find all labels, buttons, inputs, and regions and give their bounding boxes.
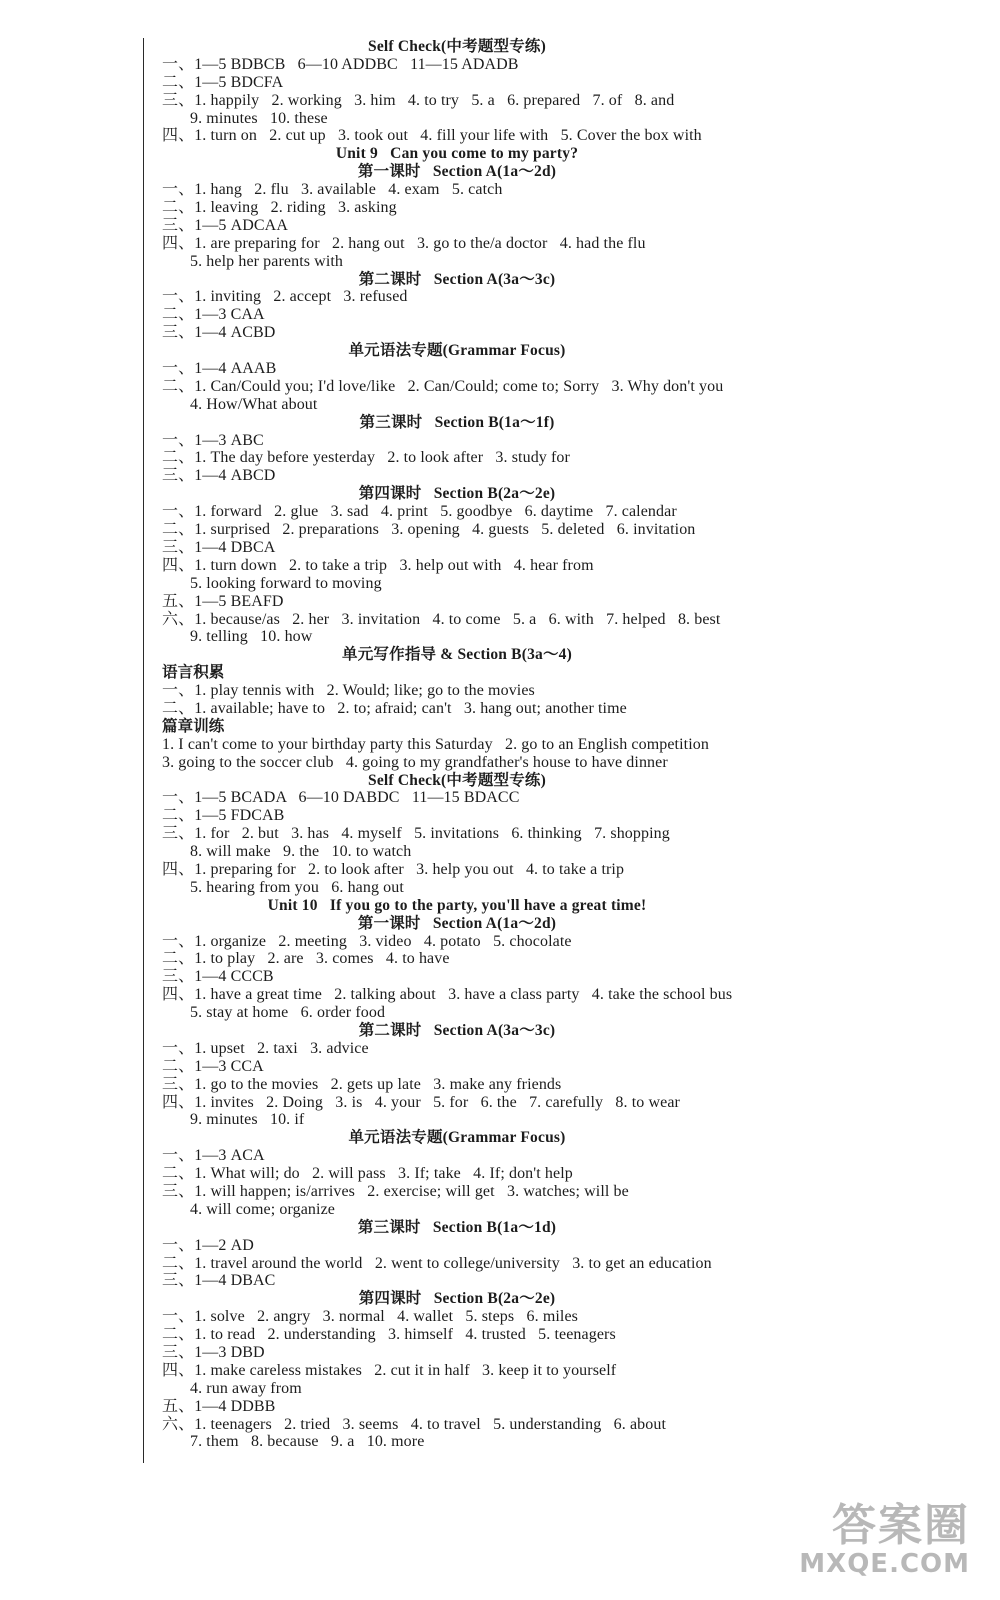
- answer-line: 三、1—4 ACBD: [162, 324, 276, 342]
- watermark: [799, 1502, 970, 1578]
- answer-line-continued: 5. hearing from you 6. hang out: [190, 878, 404, 896]
- answer-line: 三、1. go to the movies 2. gets up late 3. make any friends: [162, 1075, 562, 1093]
- answer-key-column: [162, 38, 842, 1451]
- answer-line: 二、1. to read 2. understanding 3. himself 4. trusted 5. teenagers: [162, 1326, 616, 1344]
- section-heading: Self Check(中考题型专练): [368, 38, 546, 55]
- sub-heading: 篇章训练: [162, 717, 225, 735]
- answer-line: 二、1—3 CCA: [162, 1057, 264, 1075]
- answer-line: 四、1. make careless mistakes 2. cut it in half 3. keep it to yourself: [162, 1361, 617, 1379]
- section-heading: 单元语法专题(Grammar Focus): [348, 1129, 566, 1147]
- answer-line: 二、1. to play 2. are 3. comes 4. to have: [162, 950, 450, 968]
- answer-line: 三、1—5 ADCAA: [162, 216, 288, 234]
- section-heading: 单元写作指导 & Section B(3a～4): [342, 646, 572, 664]
- answer-line: 二、1. travel around the world 2. went to college/university 3. to get an education: [162, 1254, 712, 1272]
- answer-line: 一、1—5 BDBCB 6—10 ADDBC 11—15 ADADB: [162, 55, 519, 73]
- section-heading: 第三课时 Section B(1a～1d): [357, 1218, 557, 1236]
- answer-line-continued: 4. will come; organize: [190, 1200, 335, 1218]
- answer-line: 二、1. surprised 2. preparations 3. opening 4. guests 5. deleted 6. invitation: [162, 521, 696, 539]
- answer-line: 一、1—4 AAAB: [162, 360, 277, 378]
- answer-line-continued: 5. stay at home 6. order food: [190, 1004, 386, 1022]
- answer-line-continued: 5. help her parents with: [190, 252, 344, 270]
- answer-line-continued: 9. telling 10. how: [190, 628, 313, 646]
- answer-line: 三、1—4 CCCB: [162, 968, 274, 986]
- answer-line: 一、1—3 ACA: [162, 1147, 265, 1165]
- section-heading: 第二课时 Section A(3a～3c): [358, 1021, 556, 1039]
- section-heading: Self Check(中考题型专练): [368, 771, 546, 789]
- answer-line-continued: 8. will make 9. the 10. to watch: [190, 843, 412, 861]
- answer-line: 二、1. leaving 2. riding 3. asking: [162, 199, 397, 217]
- answer-line: 三、1. happily 2. working 3. him 4. to try 5. a 6. prepared 7. of 8. and: [162, 91, 675, 109]
- answer-line: 四、1. invites 2. Doing 3. is 4. your 5. for 6. the 7. carefully 8. to wear: [162, 1093, 680, 1111]
- answer-line: 四、1. turn on 2. cut up 3. took out 4. fill your life with 5. Cover the box with: [162, 127, 702, 145]
- answer-line-continued: 9. minutes 10. these: [190, 109, 328, 127]
- answer-line: 四、1. turn down 2. to take a trip 3. help out with 4. hear from: [162, 556, 594, 574]
- answer-line: 一、1. upset 2. taxi 3. advice: [162, 1039, 369, 1057]
- answer-line: 四、1. have a great time 2. talking about 3. have a class party 4. take the school bus: [162, 986, 733, 1004]
- section-heading: 单元语法专题(Grammar Focus): [348, 342, 566, 360]
- section-heading: 第四课时 Section B(2a～2e): [358, 485, 556, 503]
- answer-line-continued: 4. run away from: [190, 1379, 302, 1397]
- section-heading: Unit 9 Can you come to my party?: [335, 145, 579, 163]
- answer-line: 二、1. What will; do 2. will pass 3. If; take 4. If; don't help: [162, 1165, 573, 1183]
- answer-line: 1. I can't come to your birthday party this Saturday 2. go to an English competition: [162, 735, 709, 753]
- section-heading: 第四课时 Section B(2a～2e): [358, 1290, 556, 1308]
- answer-line: 二、1—3 CAA: [162, 306, 265, 324]
- answer-line-continued: 7. them 8. because 9. a 10. more: [190, 1433, 425, 1451]
- answer-line: 一、1—3 ABC: [162, 431, 264, 449]
- answer-line: 四、1. are preparing for 2. hang out 3. go to the/a doctor 4. had the flu: [162, 234, 646, 252]
- answer-line: 三、1—4 DBAC: [162, 1272, 276, 1290]
- watermark-logo: 答案圈: [832, 1500, 970, 1551]
- answer-line: 二、1. The day before yesterday 2. to look after 3. study for: [162, 449, 570, 467]
- section-heading: 第二课时 Section A(3a～3c): [358, 270, 556, 288]
- answer-line: 三、1—3 DBD: [162, 1344, 265, 1362]
- answer-line: 三、1. for 2. but 3. has 4. myself 5. invitations 6. thinking 7. shopping: [162, 825, 670, 843]
- answer-line: 一、1. solve 2. angry 3. normal 4. wallet 5. steps 6. miles: [162, 1308, 578, 1326]
- answer-line: 四、1. preparing for 2. to look after 3. help you out 4. to take a trip: [162, 860, 625, 878]
- answer-line: 六、1. because/as 2. her 3. invitation 4. to come 5. a 6. with 7. helped 8. best: [162, 610, 721, 628]
- answer-line: 一、1—2 AD: [162, 1236, 254, 1254]
- answer-line: 3. going to the soccer club 4. going to my grandfather's house to have dinner: [162, 753, 668, 771]
- answer-line: 二、1. available; have to 2. to; afraid; can't 3. hang out; another time: [162, 699, 627, 717]
- answer-line: 五、1—5 BEAFD: [162, 592, 284, 610]
- answer-line: 三、1. will happen; is/arrives 2. exercise; will get 3. watches; will be: [162, 1183, 629, 1200]
- watermark-url: MXQE.COM: [799, 1549, 970, 1579]
- answer-line: 五、1—4 DDBB: [162, 1397, 276, 1415]
- section-heading: 第一课时 Section A(1a～2d): [357, 163, 557, 181]
- section-heading: Unit 10 If you go to the party, you'll have a great time!: [267, 896, 647, 914]
- answer-line: 三、1—4 DBCA: [162, 538, 276, 556]
- answer-line-continued: 4. How/What about: [190, 395, 318, 413]
- answer-line-continued: 5. looking forward to moving: [190, 574, 382, 592]
- left-margin-rule: [143, 38, 144, 1463]
- answer-line: 三、1—4 ABCD: [162, 467, 276, 485]
- answer-line: 二、1. Can/Could you; I'd love/like 2. Can/Could; come to; Sorry 3. Why don't you: [162, 377, 724, 395]
- answer-line: 二、1—5 BDCFA: [162, 73, 284, 91]
- sub-heading: 语言积累: [162, 664, 225, 682]
- answer-line: 六、1. teenagers 2. tried 3. seems 4. to travel 5. understanding 6. about: [162, 1415, 666, 1433]
- answer-line: 一、1—5 BCADA 6—10 DABDC 11—15 BDACC: [162, 789, 520, 807]
- answer-line: 二、1—5 FDCAB: [162, 807, 285, 825]
- answer-line: 一、1. forward 2. glue 3. sad 4. print 5. goodbye 6. daytime 7. calendar: [162, 503, 677, 521]
- answer-line: 一、1. play tennis with 2. Would; like; go to the movies: [162, 682, 535, 700]
- answer-line: 一、1. inviting 2. accept 3. refused: [162, 288, 408, 306]
- answer-line: 一、1. organize 2. meeting 3. video 4. potato 5. chocolate: [162, 932, 572, 950]
- answer-line-continued: 9. minutes 10. if: [190, 1111, 305, 1129]
- section-heading: 第一课时 Section A(1a～2d): [357, 914, 557, 932]
- answer-line: 一、1. hang 2. flu 3. available 4. exam 5. catch: [162, 181, 503, 199]
- section-heading: 第三课时 Section B(1a～1f): [359, 413, 555, 431]
